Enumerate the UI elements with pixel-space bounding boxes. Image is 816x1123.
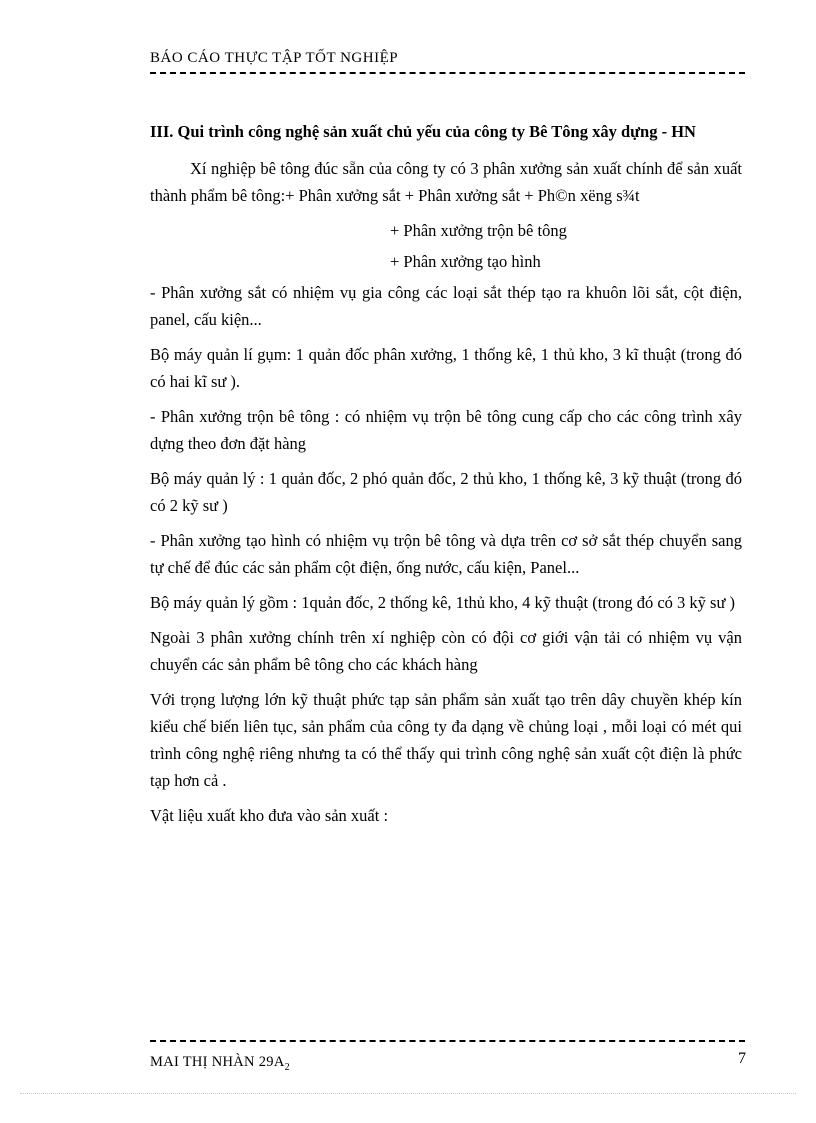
page-header-title: BÁO CÁO THỰC TẬP TỐT NGHIỆP — [150, 50, 399, 66]
paragraph: - Phân xưởng sắt có nhiệm vụ gia công các loại sắt thép tạo ra khuôn lõi sắt, cột điện, panel, cấu kiện... — [150, 283, 742, 329]
list-item: + Phân xưởng tạo hình — [390, 252, 541, 271]
intro-paragraph: Xí nghiệp bê tông đúc sẵn của công ty có 3 phân xưởng sản xuất chính để sản xuất thành phẩm bê tông:+ Phân xưởng sắt + Phân xưởng sắt + Ph©n xëng s¾t — [150, 159, 742, 205]
page-number: 7 — [738, 1050, 746, 1067]
paragraph: Vật liệu xuất kho đưa vào sản xuất : — [150, 806, 389, 825]
paragraph: Ngoài 3 phân xưởng chính trên xí nghiệp còn có đội cơ giới vận tải có nhiệm vụ vận chuyển các sản phẩm bê tông cho các khách hàng — [150, 628, 742, 674]
paragraph: - Phân xưởng tạo hình có nhiệm vụ trộn bê tông và dựa trên cơ sở sắt thép chuyển sang tự chế để đúc các sản phẩm cột điện, ống nước, cấu kiện, Panel... — [150, 531, 742, 577]
page-edge-dots — [20, 1093, 796, 1094]
page-content — [150, 118, 742, 837]
paragraph: Bộ máy quản lý gồm : 1quản đốc, 2 thống kê, 1thủ kho, 4 kỹ thuật (trong đó có 3 kỹ sư ) — [150, 593, 736, 612]
section-heading: III. Qui trình công nghệ sản xuất chủ yếu của công ty Bê Tông xây dựng - HN — [150, 122, 696, 141]
footer-divider — [150, 1040, 745, 1042]
paragraph: Bộ máy quản lí gụm: 1 quản đốc phân xưởng, 1 thống kê, 1 thủ kho, 3 kĩ thuật (trong đó có hai kĩ sư ). — [150, 345, 742, 391]
header-divider — [150, 72, 745, 74]
list-item: + Phân xưởng trộn bê tông — [390, 221, 567, 240]
paragraph: Bộ máy quản lý : 1 quản đốc, 2 phó quản đốc, 2 thủ kho, 1 thống kê, 3 kỹ thuật (trong đó có 2 kỹ sư ) — [150, 469, 742, 515]
paragraph: - Phân xưởng trộn bê tông : có nhiệm vụ trộn bê tông cung cấp cho các công trình xây dựng theo đơn đặt hàng — [150, 407, 742, 453]
footer-author-subscript: 2 — [284, 1061, 290, 1073]
footer-author-name: MAI THỊ NHÀN 29A — [150, 1054, 285, 1070]
footer-author — [150, 1054, 290, 1073]
paragraph: Với trọng lượng lớn kỹ thuật phức tạp sản phẩm sản xuất tạo trên dây chuyền khép kín kiểu chế biến liên tục, sản phẩm của công ty đa dạng về chủng loại , mỗi loại có mét qui trình công nghệ riêng nhưng ta có thể thấy qui trình công nghệ sản xuất cột điện là phức tạp hơn cả . — [150, 690, 742, 790]
